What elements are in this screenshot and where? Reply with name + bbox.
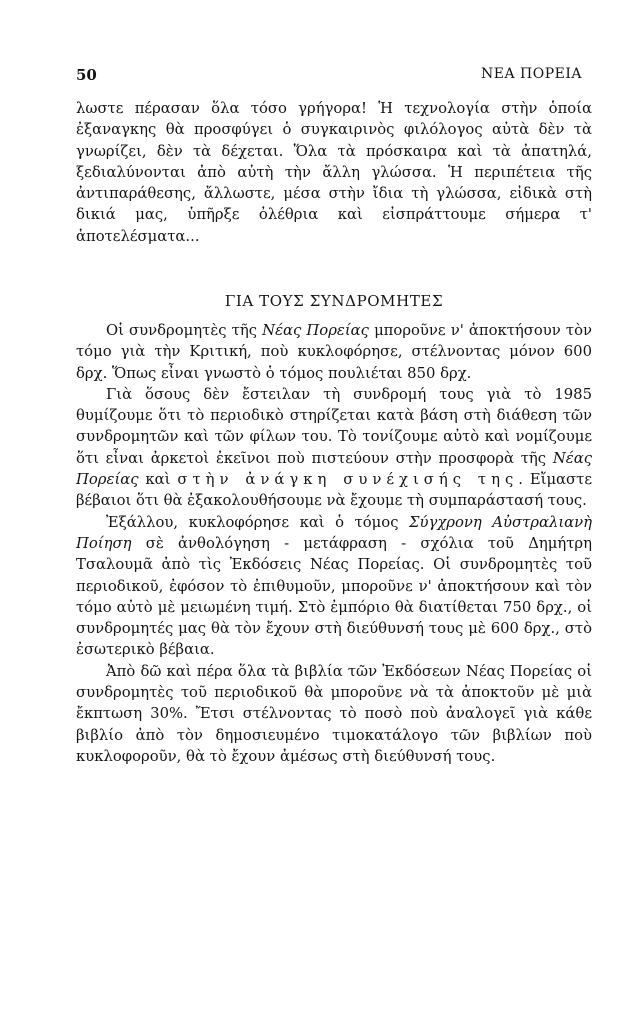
paragraph-1 — [76, 320, 592, 384]
p2-text-c: . Εἴμαστε βέβαιοι ὅτι θὰ ἐξακολουθήσουμε νὰ ἔχουμε τὴ συμπαράστασή τους. — [76, 471, 593, 510]
p2-journal-title: Νέας Πορείας — [76, 449, 592, 489]
section-title: ΓΙΑ ΤΟΥΣ ΣΥΝΔΡΟΜΗΤΕΣ — [224, 292, 444, 310]
paragraph-3 — [76, 512, 592, 661]
paragraph-4: Ἀπὸ δῶ καὶ πέρα ὅλα τὰ βιβλία τῶν Ἐκδόσεων Νέας Πορείας οἱ συνδρομητὲς τοῦ περιοδικοῦ θὰ μποροῦνε νὰ τὰ ἀποκτοῦν μὲ μιὰ ἔκπτωση 30%. Ἔτσι στέλνοντας τὸ ποσὸ ποὺ ἀναλογεῖ γιὰ κάθε βιβλίο ἀπὸ τὸν δημοσιευμένο τιμοκατάλογο τῶν βιβλίων ποὺ κυκλοφοροῦν, θὰ τὸ ἔχουν ἀμέσως στὴ διεύθυνσή τους. — [76, 662, 592, 765]
p3-text-a: Ἐξάλλου, κυκλοφόρησε καὶ ὁ τόμος — [106, 513, 410, 531]
subscribers-section — [76, 320, 592, 767]
intro-paragraph: λωστε πέρασαν ὅλα τόσο γρήγορα! Ἡ τεχνολογία στὴν ὁποία ἐξαναγκης θὰ προσφύγει ὁ συγκαιρινὸς φιλόλογος αὐτὰ δὲν τὰ γνωρίζει, δὲν τὰ δέχεται. Ὅλα τὰ πρόσκαιρα καὶ τὰ ἀπατηλά, ξεδιαλύνονται ἀπὸ αὐτὴ τὴν ἄλλη γλώσσα. Ἡ περιπέτεια τῆς ἀντιπαράθεσης, ἄλλωστε, μέσα στὴν ἴδια τὴ γλώσσα, εἰδικὰ στὴ δικιά μας, ὑπῆρξε ὀλέθρια καὶ εἰσπράττουμε σήμερα τ' ἀποτελέσματα... — [76, 100, 592, 245]
p2-emphasis: στὴν ἀνάγκη συνέχισής της — [177, 471, 519, 489]
p3-text-b: σὲ ἀνθολόγηση - μετάφραση - σχόλια τοῦ Δημήτρη Τσαλουμᾶ ἀπὸ τὶς Ἐκδόσεις Νέας Πορείας. Οἱ συνδρομητὲς τοῦ περιοδικοῦ, ἐφόσον τὸ ἐπιθυμοῦν, μποροῦνε ν' ἀποκτήσουν καὶ τὸν τόμο αὐτὸ μὲ μειωμένη τιμή. Στὸ ἐμπόριο θὰ διατίθεται 750 δρχ., οἱ συνδρομητές μας θὰ τὸν ἔχουν στὴ διεύθυνσή τους μὲ 600 δρχ., στὸ ἐσωτερικὸ βέβαια. — [76, 534, 592, 659]
p3-book-title: Σύγχρονη Αὐστραλιανὴ Ποίηση — [76, 513, 592, 552]
running-header: ΝΕΑ ΠΟΡΕΙΑ — [481, 66, 582, 82]
p2-text-b: καὶ — [138, 471, 178, 489]
page-number: 50 — [76, 66, 97, 84]
intro-text — [76, 98, 592, 247]
p2-text-a: Γιὰ ὅσους δὲν ἔστειλαν τὴ συνδρομή τους γιὰ τὸ 1985 θυμίζουμε ὅτι τὸ περιοδικὸ στηρίζεται κατὰ βάση στὴ διάθεση τῶν συνδρομητῶν καὶ τῶν φίλων του. Τὸ τονίζουμε αὐτὸ καὶ νομίζουμε ὅτι εἶναι ἀρκετοὶ ἐκεῖνοι ποὺ πιστεύουν στὴν προσφορὰ τῆς — [76, 385, 592, 467]
p1-text-b: μποροῦνε ν' ἀποκτήσουν τὸν τόμο γιὰ τὴν Κριτική, ποὺ κυκλοφόρησε, στέλνοντας μόνον 600 δρχ. Ὅπως εἶναι γνωστὸ ὁ τόμος πουλιέται 850 δρχ. — [76, 322, 593, 382]
p1-text-a: Οἱ συνδρομητὲς τῆς — [106, 322, 263, 339]
p1-journal-title: Νέας Πορείας — [262, 322, 369, 339]
paragraph-2 — [76, 384, 592, 512]
